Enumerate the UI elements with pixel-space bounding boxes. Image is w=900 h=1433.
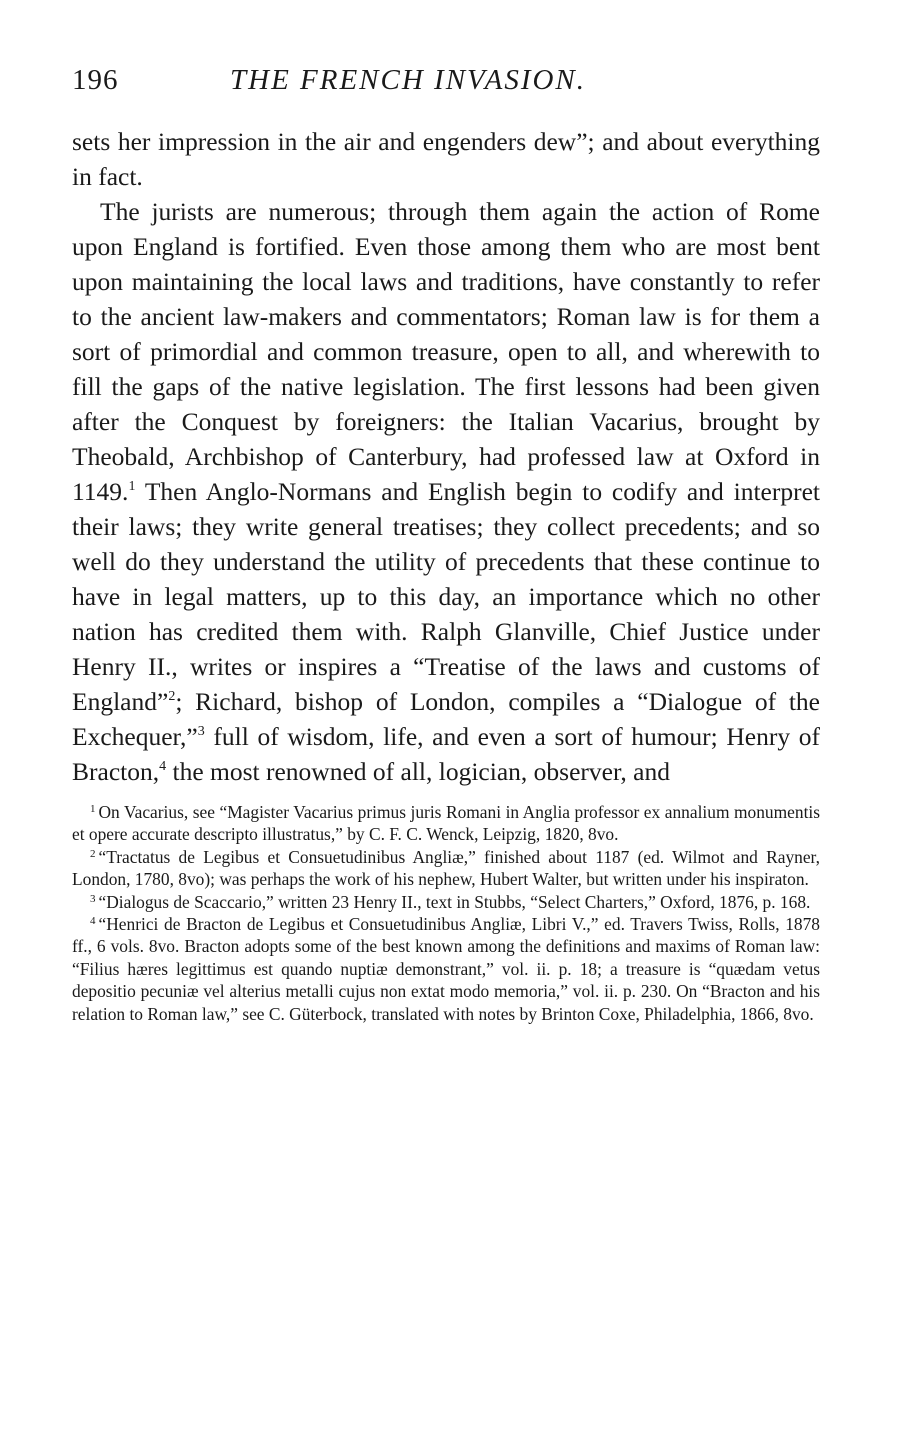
footnote-text: “Henrici de Bracton de Legibus et Consuetudinibus Angliæ, Libri V.,” ed. Travers Twiss, Rolls, 1878 ff., 6 vols. 8vo. Bracton adopts some of the best known among the definitions and maxims of Roman law: “Filius hæres legittimus est quando nuptiæ demonstrant,” vol. ii. p. 18; a treasure is “quædam vetus depositio pecuniæ vel alterius metalli cujus non extat modo memoria,” vol. ii. p. 230. On “Bracton and his relation to Roman law,” see C. Güterbock, translated with notes by Brinton Coxe, Philadelphia, 1866, 8vo. (72, 914, 820, 1024)
body-text (72, 124, 820, 789)
footnotes (72, 801, 820, 1025)
footnote-ref-3: 3 (197, 724, 205, 739)
paragraph-jurists (72, 194, 820, 789)
footnote-ref-1: 1 (128, 479, 136, 494)
text-segment: ; Richard, bishop of London, compiles a “Dialogue of the Exchequer,” (72, 687, 820, 751)
footnote-ref-4: 4 (159, 759, 167, 774)
footnote-mark: 3 (90, 892, 96, 905)
footnote-1 (72, 801, 820, 846)
footnote-3 (72, 891, 820, 913)
footnote-mark: 1 (90, 803, 96, 815)
text-segment: The jurists are numerous; through them again the action of Rome upon England is fortified. Even those among them who are most bent upon maintaining the local laws and traditions, have constantly to refer to the ancient law-makers and commentators; Roman law is for them a sort of primordial and common treasure, open to all, and wherewith to fill the gaps of the native legislation. The first lessons had been given after the Conquest by foreigners: the Italian Vacarius, brought by Theobald, Archbishop of Canterbury, had professed law at Oxford in 1149. (72, 197, 820, 506)
text-segment: the most renowned of all, logician, observer, and (166, 757, 670, 786)
text-segment: full of wisdom, life, and even a sort of humour; Henry of Bracton, (72, 722, 820, 786)
running-head (72, 64, 820, 108)
footnote-ref-2: 2 (168, 689, 176, 704)
footnote-text: “Dialogus de Scaccario,” written 23 Henry II., text in Stubbs, “Select Charters,” Oxford, 1876, p. 168. (98, 891, 811, 912)
page-number: 196 (72, 64, 119, 96)
footnote-mark: 4 (90, 915, 96, 928)
footnote-text: On Vacarius, see “Magister Vacarius primus juris Romani in Anglia professor ex annalium monumentis et opere accurate descripto illustratus,” by C. F. C. Wenck, Leipzig, 1820, 8vo. (72, 802, 820, 845)
running-title: THE FRENCH INVASION. (230, 64, 587, 96)
footnote-2 (72, 846, 820, 891)
footnote-text: “Tractatus de Legibus et Consuetudinibus Angliæ,” finished about 1187 (ed. Wilmot and Rayner, London, 1780, 8vo); was perhaps the work of his nephew, Hubert Walter, but written under his inspiraton. (72, 846, 820, 890)
book-page (72, 64, 820, 1025)
paragraph-continuation: sets her impression in the air and engenders dew”; and about everything in fact. (72, 127, 820, 191)
text-segment: Then Anglo-Normans and English begin to codify and interpret their laws; they write general treatises; they collect precedents; and so well do they understand the utility of precedents that these continue to have in legal matters, up to this day, an importance which no other nation has credited them with. Ralph Glanville, Chief Justice under Henry II., writes or inspires a “Treatise of the laws and customs of England” (72, 477, 820, 716)
footnote-mark: 2 (90, 847, 96, 860)
footnote-4 (72, 913, 820, 1025)
